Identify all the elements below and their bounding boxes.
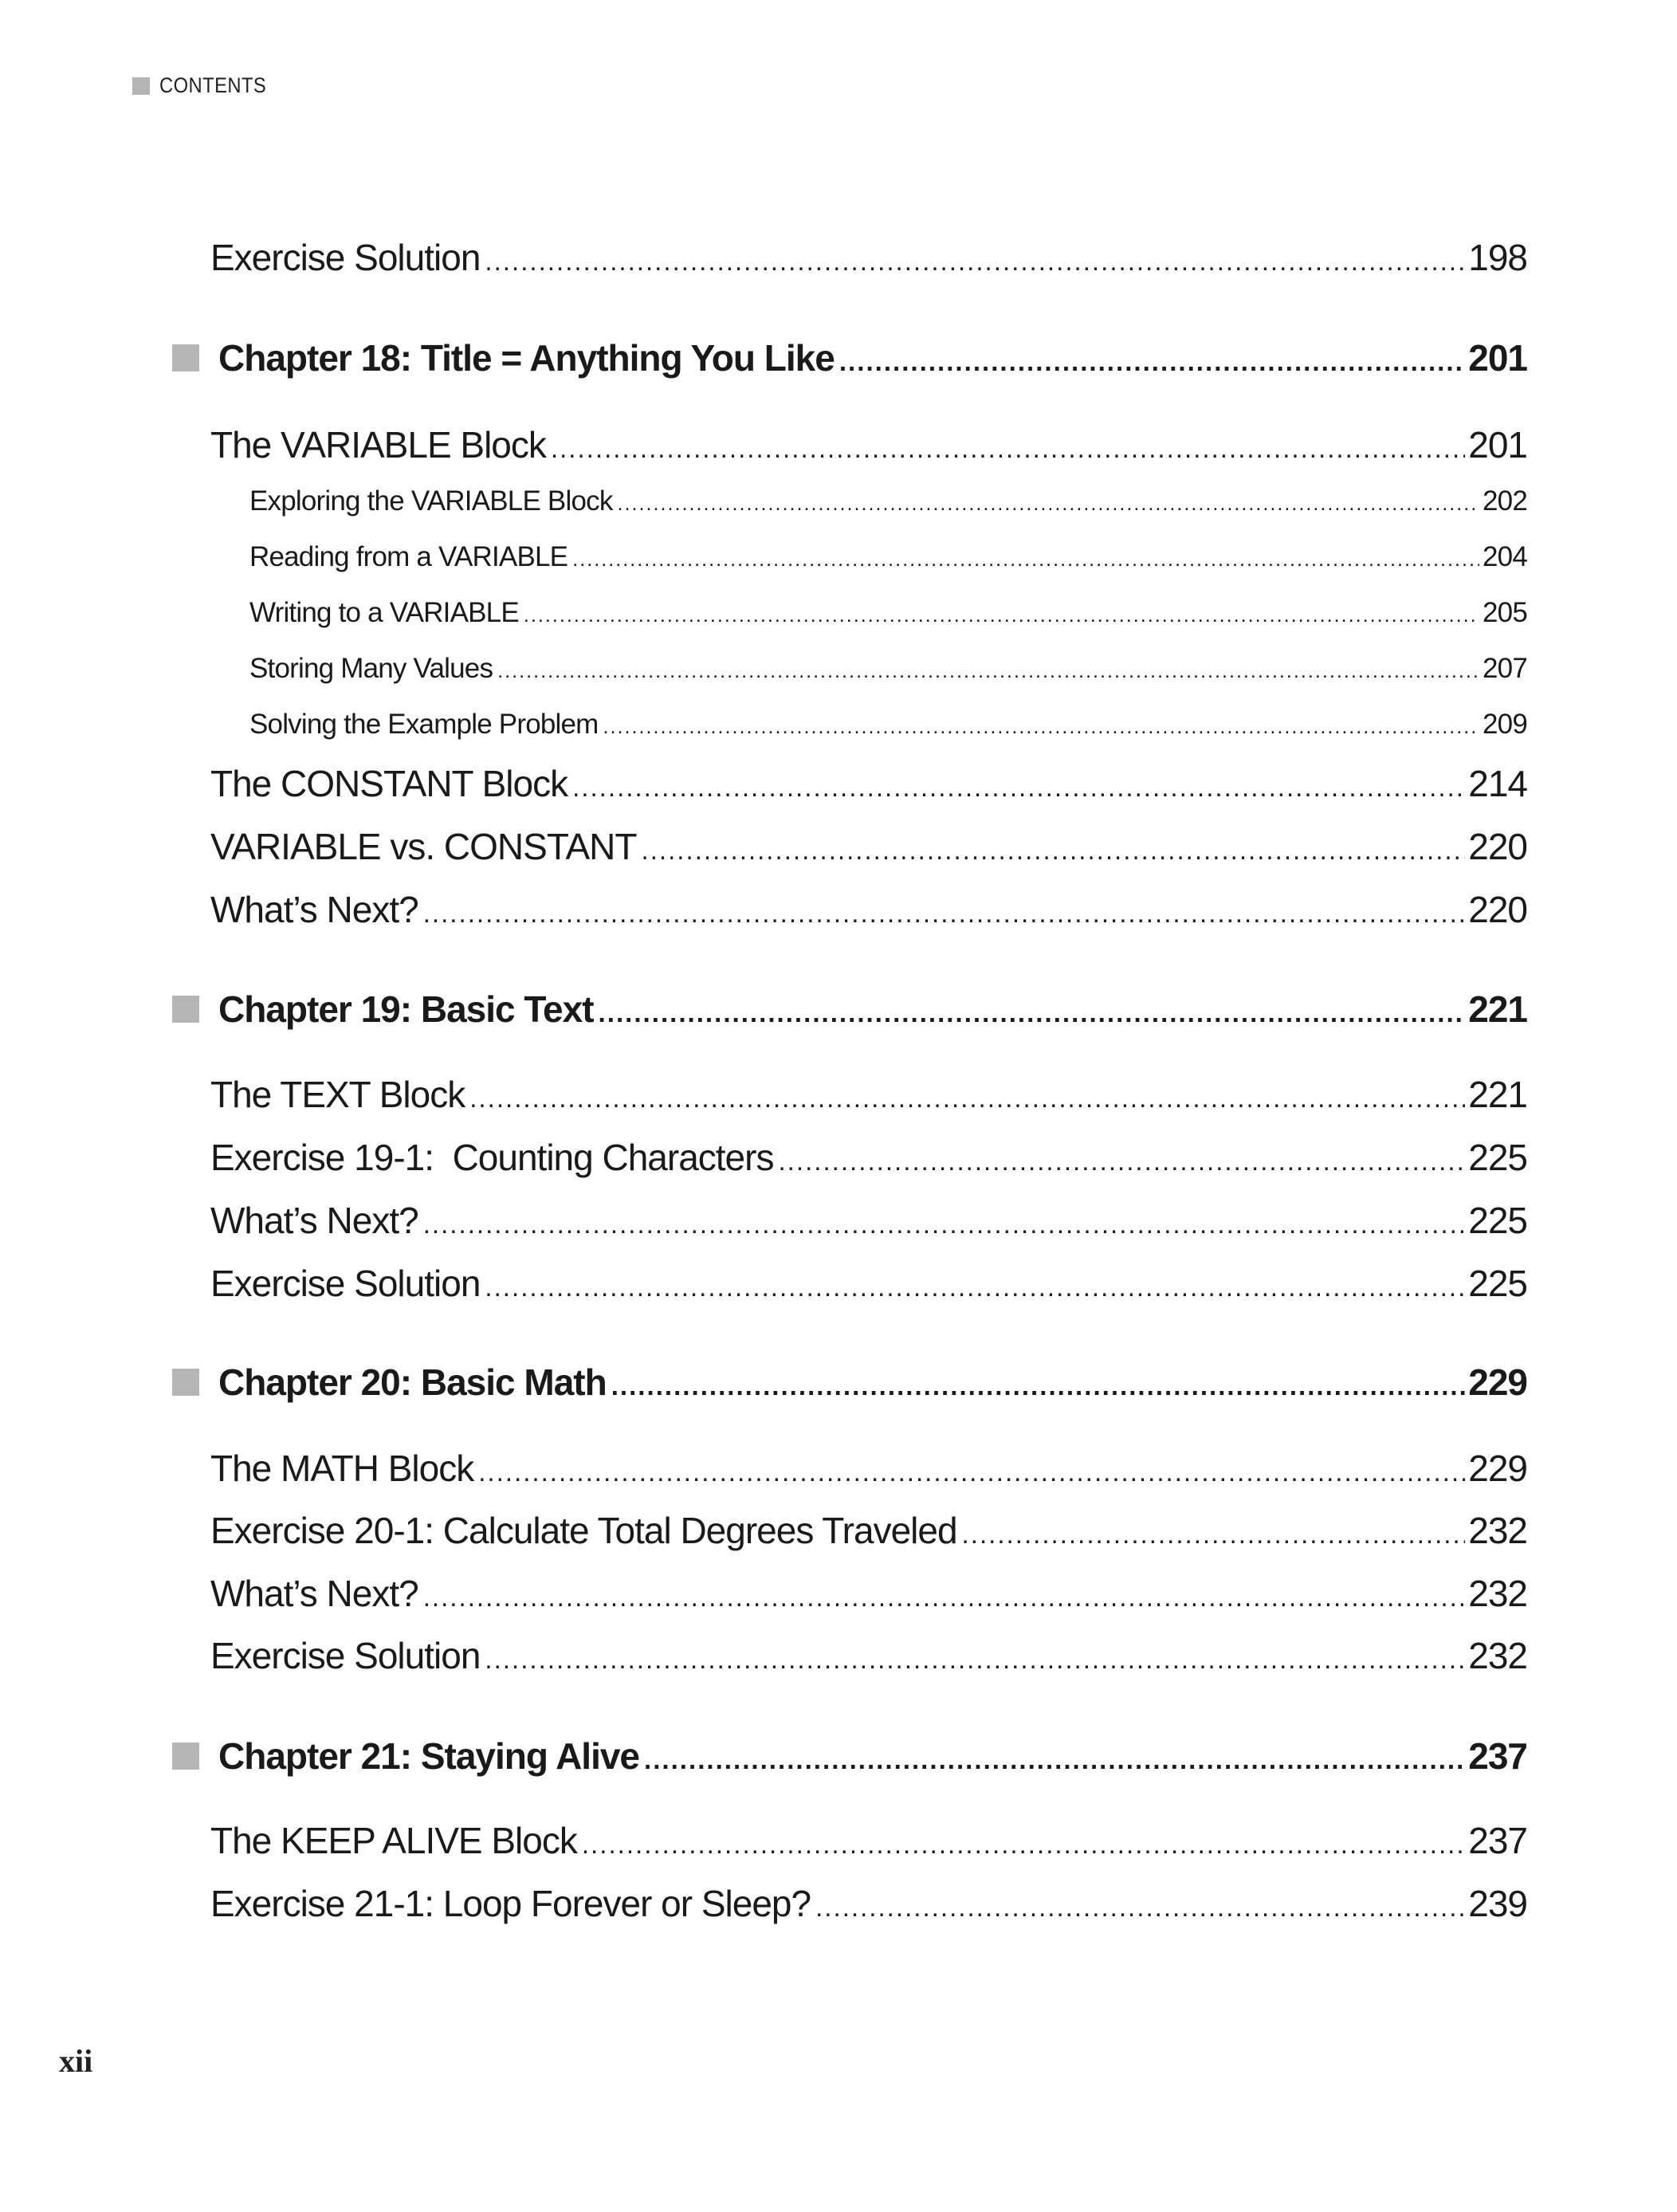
toc-entry-title: What’s Next? [210,889,418,930]
dot-leader [778,1147,1465,1177]
toc-entry-title: The TEXT Block [210,1074,465,1115]
chapter-square-icon [172,344,199,371]
chapter-square-icon [172,1742,199,1770]
toc-entry-section[interactable] [210,236,1527,279]
dot-leader [642,836,1466,866]
dot-leader [572,548,1479,572]
toc-entry-subsection[interactable] [249,709,1527,741]
toc-entry-title: Chapter 21: Staying Alive [218,1735,640,1777]
dot-leader [469,1084,1465,1114]
toc-entry-page: 220 [1468,826,1527,867]
toc-entry-title: Exercise 19-1: Counting Characters [210,1137,774,1178]
toc-entry-title: The KEEP ALIVE Block [210,1820,577,1861]
toc-entry-page: 201 [1468,424,1527,466]
toc-entry-page: 237 [1468,1735,1527,1777]
dot-leader [478,1458,1465,1488]
dot-leader [497,660,1479,683]
toc-entry-page: 214 [1468,763,1527,804]
toc-entry-section[interactable] [210,1572,1527,1615]
dot-leader [815,1893,1465,1923]
toc-entry-page: 225 [1468,1137,1527,1178]
dot-leader [603,716,1479,739]
toc-entry-section[interactable] [210,825,1527,868]
toc-entry-title: What’s Next? [210,1573,418,1614]
toc-entry-subsection[interactable] [249,541,1527,573]
toc-entry-section[interactable] [210,1634,1527,1677]
toc-entry-page: 209 [1483,709,1527,740]
toc-entry-page: 204 [1483,541,1527,572]
dot-leader [644,1746,1465,1776]
dot-leader [611,1372,1466,1402]
toc-entry-section[interactable] [210,1447,1527,1490]
toc-entry-page: 229 [1468,1448,1527,1489]
toc-entry-chapter[interactable] [172,1735,1527,1778]
toc-entry-page: 201 [1468,337,1527,379]
toc-entry-section[interactable] [210,888,1527,931]
toc-entry-chapter[interactable] [172,1361,1527,1404]
toc-entry-page: 220 [1468,889,1527,930]
dot-leader [582,1830,1465,1860]
toc-entry-page: 232 [1468,1635,1527,1676]
square-bullet-icon [132,77,150,95]
dot-leader [485,247,1465,277]
toc-entry-page: 225 [1468,1200,1527,1241]
toc-entry-title: Chapter 18: Title = Anything You Like [218,337,835,379]
toc-entry-title: The CONSTANT Block [210,763,568,804]
dot-leader [485,1273,1465,1303]
dot-leader [618,493,1479,516]
dot-leader [572,773,1465,803]
toc-entry-page: 205 [1483,597,1527,628]
toc-entry-page: 232 [1468,1510,1527,1551]
toc-entry-chapter[interactable] [172,988,1527,1031]
toc-entry-title: The VARIABLE Block [210,424,546,466]
toc-entry-title: Exercise Solution [210,237,481,278]
toc-entry-title: Exercise 20-1: Calculate Total Degrees Traveled [210,1510,957,1551]
toc-entry-section[interactable] [210,423,1527,466]
toc-entry-title: Exercise Solution [210,1263,481,1304]
toc-entry-title: Reading from a VARIABLE [249,541,568,572]
page-number: xii [59,2043,93,2079]
toc-entry-chapter[interactable] [172,336,1527,379]
toc-entry-subsection[interactable] [249,653,1527,685]
toc-entry-section[interactable] [210,1136,1527,1179]
toc-entry-title: Exercise 21-1: Loop Forever or Sleep? [210,1883,811,1924]
dot-leader [599,999,1466,1029]
toc-entry-subsection[interactable] [249,485,1527,517]
toc-entry-title: Storing Many Values [249,653,493,684]
chapter-square-icon [172,1369,199,1396]
toc-entry-title: Chapter 20: Basic Math [218,1361,607,1403]
dot-leader [551,434,1465,465]
toc-entry-section[interactable] [210,1509,1527,1552]
toc-entry-section[interactable] [210,1073,1527,1116]
toc-entry-title: Exploring the VARIABLE Block [249,485,613,517]
toc-entry-section[interactable] [210,762,1527,805]
toc-entry-title: What’s Next? [210,1200,418,1241]
toc-entry-title: VARIABLE vs. CONSTANT [210,826,637,867]
dot-leader [485,1645,1465,1676]
toc-entry-title: The MATH Block [210,1448,474,1489]
toc-entry-page: 239 [1468,1883,1527,1924]
toc-entry-subsection[interactable] [249,597,1527,629]
toc-entry-page: 202 [1483,485,1527,517]
toc-entry-page: 232 [1468,1573,1527,1614]
toc-entry-page: 198 [1468,237,1527,278]
running-head [132,73,281,98]
dot-leader [423,1583,1466,1613]
toc-entry-page: 207 [1483,653,1527,684]
toc-entry-page: 221 [1468,1074,1527,1115]
toc-entry-page: 225 [1468,1263,1527,1304]
toc-entry-title: Exercise Solution [210,1635,481,1676]
toc-entry-title: Solving the Example Problem [249,709,599,740]
toc-entry-section[interactable] [210,1819,1527,1862]
dot-leader [423,899,1466,929]
toc-entry-section[interactable] [210,1882,1527,1925]
running-head-label: CONTENTS [159,73,267,97]
toc-entry-section[interactable] [210,1262,1527,1305]
toc-entry-page: 221 [1468,988,1527,1030]
dot-leader [423,1210,1466,1240]
dot-leader [524,604,1479,627]
dot-leader [962,1520,1466,1550]
toc-entry-title: Writing to a VARIABLE [249,597,519,628]
toc-entry-page: 237 [1468,1820,1527,1861]
chapter-square-icon [172,996,199,1023]
toc-entry-title: Chapter 19: Basic Text [218,988,594,1030]
dot-leader [839,348,1465,378]
toc-entry-section[interactable] [210,1199,1527,1242]
toc-entry-page: 229 [1468,1361,1527,1403]
